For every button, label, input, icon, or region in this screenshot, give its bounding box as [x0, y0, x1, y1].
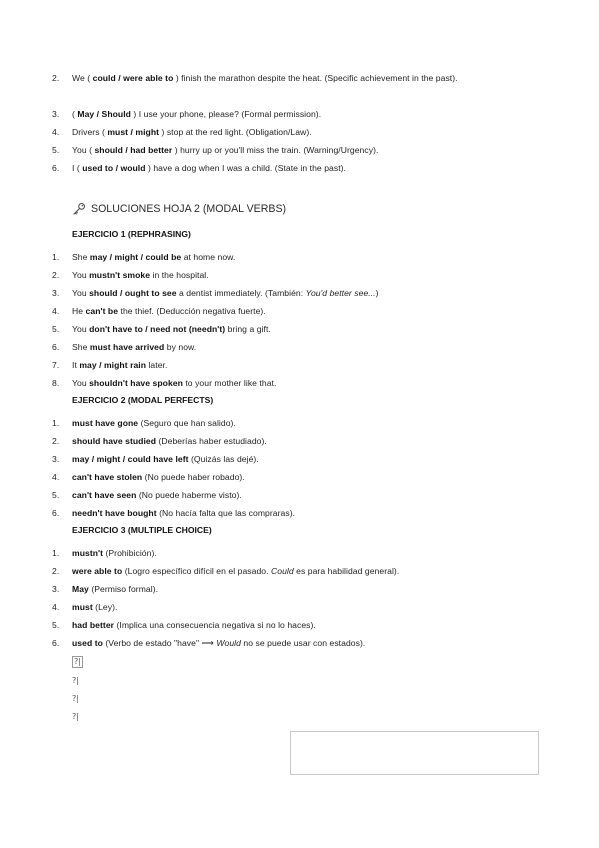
plain-text: at home now. [181, 252, 236, 262]
plain-text: You [72, 270, 90, 280]
list-item-number: 6. [52, 638, 60, 648]
plain-text: a dentist immediately. (También: [176, 288, 306, 298]
key-icon [72, 202, 86, 216]
plain-text: (Deberías haber estudiado). [156, 436, 267, 446]
answer-text: may / might rain [79, 360, 147, 370]
plain-text: ⟶ [201, 638, 214, 648]
list-item-number: 8. [52, 378, 60, 388]
list-item-text [72, 70, 492, 88]
list-item-number: 6. [52, 342, 60, 352]
answer-text: must [72, 602, 93, 612]
emphasis-text: Could [271, 566, 294, 576]
answer-text: can't have seen [72, 490, 137, 500]
plain-text: ( [72, 109, 78, 119]
plain-text: Drivers ( [72, 127, 108, 137]
plain-text: (No puede haberme visto). [136, 490, 242, 500]
list-item-number: 6. [52, 163, 60, 173]
answer-text: may / might / could be [89, 252, 182, 262]
list-item-text [72, 451, 492, 469]
answer-text: needn't have bought [72, 508, 157, 518]
answer-text: mustn't smoke [89, 270, 151, 280]
list-item-number: 5. [52, 490, 60, 500]
plain-text: (Permiso formal). [88, 584, 159, 594]
list-item-number: 2. [52, 270, 60, 280]
exercise-1-heading: EJERCICIO 1 (REPHRASING) [72, 229, 191, 239]
placeholder-marker[interactable]: ?| [72, 676, 79, 685]
plain-text: ) have a dog when I was a child. (State in the past). [145, 163, 346, 173]
list-item-text [72, 599, 492, 617]
plain-text: You [72, 324, 90, 334]
list-item-number: 4. [52, 472, 60, 482]
answer-text: can't be [85, 306, 119, 316]
list-item-text [72, 321, 492, 339]
plain-text: It [72, 360, 80, 370]
plain-text: ) I use your phone, please? (Formal permission). [130, 109, 322, 119]
plain-text: We ( [72, 73, 93, 83]
plain-text: es para habilidad general). [293, 566, 400, 576]
plain-text: (Prohibición). [103, 548, 157, 558]
list-item-number: 5. [52, 324, 60, 334]
list-item-text [72, 433, 492, 451]
answer-text: should have studied [72, 436, 157, 446]
list-item-text [72, 357, 492, 375]
plain-text: (Seguro que han salido). [138, 418, 236, 428]
list-item-number: 7. [52, 360, 60, 370]
list-item-number: 5. [52, 145, 60, 155]
list-item-text [72, 563, 492, 581]
list-item-text [72, 249, 492, 267]
list-item-number: 3. [52, 288, 60, 298]
plain-text: ) hurry up or you'll miss the train. (Warning/Urgency). [172, 145, 379, 155]
list-item-text [72, 160, 492, 178]
answer-text: must / might [107, 127, 160, 137]
answer-text: had better [72, 620, 115, 630]
answer-text: shouldn't have spoken [89, 378, 183, 388]
list-item-text [72, 106, 492, 124]
plain-text: ) stop at the red light. (Obligation/Law). [159, 127, 312, 137]
list-item-number: 5. [52, 620, 60, 630]
list-item-number: 1. [52, 418, 60, 428]
list-item-number: 1. [52, 548, 60, 558]
list-item-number: 2. [52, 73, 60, 83]
plain-text: You [72, 378, 90, 388]
list-item-number: 3. [52, 584, 60, 594]
solutions-title-text: SOLUCIONES HOJA 2 (MODAL VERBS) [91, 203, 287, 215]
answer-text: must have arrived [89, 342, 165, 352]
list-item-number: 2. [52, 436, 60, 446]
plain-text: to your mother like that. [182, 378, 277, 388]
list-item-text [72, 142, 492, 160]
plain-text: in the hospital. [150, 270, 209, 280]
plain-text: He [72, 306, 86, 316]
plain-text: the thief. (Deducción negativa fuerte). [118, 306, 266, 316]
answer-text: mustn't [72, 548, 104, 558]
solutions-section-title [72, 201, 286, 217]
list-item-number: 4. [52, 306, 60, 316]
plain-text: ) finish the marathon despite the heat. (Specific achievement in the past). [173, 73, 458, 83]
answer-text: were able to [72, 566, 123, 576]
plain-text: (Quizás las dejé). [188, 454, 259, 464]
plain-text: later. [146, 360, 168, 370]
plain-text: (Logro específico difícil en el pasado. [122, 566, 271, 576]
list-item-text [72, 635, 492, 653]
list-item-text [72, 487, 492, 505]
list-item-number: 6. [52, 508, 60, 518]
list-item-text [72, 617, 492, 635]
answer-text: used to / would [82, 163, 146, 173]
list-item-text [72, 303, 492, 321]
plain-text: bring a gift. [225, 324, 271, 334]
list-item-text [72, 339, 492, 357]
plain-text: (No hacía falta que las compraras). [156, 508, 296, 518]
plain-text: I ( [72, 163, 83, 173]
plain-text: She [72, 252, 90, 262]
answer-text: used to [72, 638, 103, 648]
plain-text: no se puede usar con estados). [240, 638, 366, 648]
placeholder-marker[interactable]: ?| [72, 712, 79, 721]
answer-text: must have gone [72, 418, 139, 428]
plain-text: She [72, 342, 90, 352]
list-item-number: 4. [52, 127, 60, 137]
list-item-text [72, 415, 492, 433]
list-item-text [72, 267, 492, 285]
emphasis-text: You'd better see... [305, 288, 376, 298]
emphasis-text: Would [216, 638, 241, 648]
plain-text: (Implica una consecuencia negativa si no lo haces). [114, 620, 316, 630]
list-item-number: 4. [52, 602, 60, 612]
plain-text: You [72, 288, 90, 298]
answer-text: should / ought to see [89, 288, 177, 298]
answer-text: May [72, 584, 89, 594]
list-item-text [72, 505, 492, 523]
answer-text: could / were able to [92, 73, 174, 83]
empty-text-box[interactable] [290, 731, 539, 775]
plain-text: (Ley). [92, 602, 118, 612]
list-item-text [72, 124, 492, 142]
placeholder-marker[interactable]: ?| [74, 657, 81, 666]
list-item-text [72, 545, 492, 563]
plain-text: You ( [72, 145, 95, 155]
plain-text: ) [375, 288, 379, 298]
answer-text: can't have stolen [72, 472, 143, 482]
exercise-2-heading: EJERCICIO 2 (MODAL PERFECTS) [72, 395, 214, 405]
answer-text: may / might / could have left [72, 454, 189, 464]
answer-text: May / Should [77, 109, 131, 119]
placeholder-marker[interactable]: ?| [72, 694, 79, 703]
answer-text: should / had better [94, 145, 173, 155]
list-item-number: 3. [52, 454, 60, 464]
list-item-text [72, 469, 492, 487]
list-item-text [72, 581, 492, 599]
list-item-number: 1. [52, 252, 60, 262]
answer-text: don't have to / need not (needn't) [89, 324, 226, 334]
plain-text: by now. [164, 342, 197, 352]
list-item-text [72, 285, 492, 303]
list-item-number: 3. [52, 109, 60, 119]
list-item-number: 2. [52, 566, 60, 576]
plain-text: (No puede haber robado). [142, 472, 245, 482]
list-item-text [72, 375, 492, 393]
exercise-3-heading: EJERCICIO 3 (MULTIPLE CHOICE) [72, 525, 212, 535]
plain-text: (Verbo de estado "have" [102, 638, 202, 648]
